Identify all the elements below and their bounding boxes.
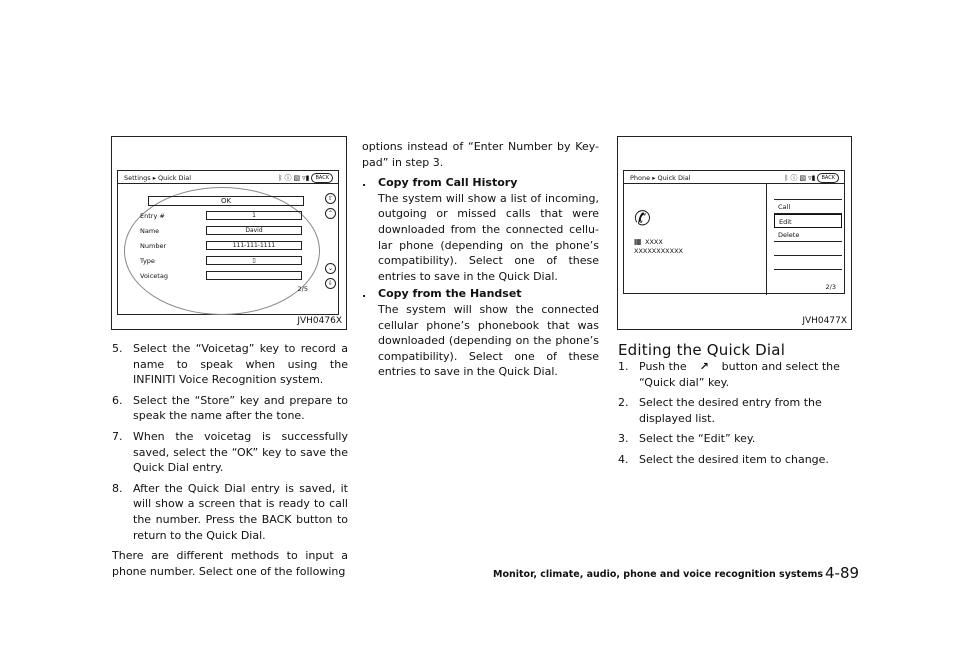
phone-handset-icon: ✆ xyxy=(634,206,651,230)
empty-menu-item xyxy=(774,242,842,256)
row-label-number: Number xyxy=(140,242,167,250)
scroll-top-button[interactable]: ⇧ xyxy=(325,193,336,204)
phone-button-icon: ↗ xyxy=(699,360,709,373)
ok-button[interactable]: OK xyxy=(148,196,304,206)
step-2: 2. Select the desired entry from the displayed list. xyxy=(618,396,822,425)
figure-code: JVH0477X xyxy=(802,316,847,326)
signal-icon: ▿▮ xyxy=(808,174,816,182)
info-icon: ⓘ xyxy=(790,174,798,182)
bullet-handset-body: The system will show the connected cellular phone’s phonebook that was downloaded (depending on the phone’s compatibility). Select one of these entries to save in the Quick Dial. xyxy=(378,302,599,379)
middle-column xyxy=(362,139,599,382)
left-paragraph: There are different methods to input a phone number. Select one of the following xyxy=(112,549,348,578)
bluetooth-icon: ᛒ xyxy=(784,174,789,182)
figure-settings-quick-dial xyxy=(111,136,347,330)
scroll-up-button[interactable]: ⌃ xyxy=(325,208,336,219)
battery-icon: ▧ xyxy=(799,174,807,182)
row-label-type: Type xyxy=(140,257,155,265)
contact-panel xyxy=(624,184,767,295)
name-field[interactable]: David xyxy=(206,226,302,235)
back-button[interactable]: BACK xyxy=(311,173,333,183)
figure-code: JVH0476X xyxy=(297,316,342,326)
info-icon: ⓘ xyxy=(284,174,292,182)
middle-intro: options instead of “Enter Number by Key-pad” in step 3. xyxy=(362,140,599,169)
contact-type-icon: ▦ xyxy=(634,237,642,246)
screen-header xyxy=(118,171,338,184)
battery-icon: ▧ xyxy=(293,174,301,182)
call-menu-item[interactable]: Call xyxy=(774,200,842,214)
back-button[interactable]: BACK xyxy=(817,173,839,183)
voicetag-field[interactable] xyxy=(206,271,302,280)
screen-frame-arc xyxy=(124,187,320,315)
left-column xyxy=(112,341,348,579)
section-heading: Editing the Quick Dial xyxy=(618,341,786,359)
screen-title: Phone ▸ Quick Dial xyxy=(630,174,691,182)
screen-phone-quick-dial xyxy=(623,170,845,294)
edit-menu-item[interactable]: Edit xyxy=(774,214,842,228)
type-field[interactable] xyxy=(206,256,302,265)
step-3: 3. Select the “Edit” key. xyxy=(618,432,756,446)
signal-icon: ▿▮ xyxy=(302,174,310,182)
step-5: 5. Select the “Voicetag” key to record a name to speak when using the INFINITI Voice Recognition system. xyxy=(112,342,348,387)
row-label-name: Name xyxy=(140,227,160,235)
screen-header xyxy=(624,171,844,184)
footer-section-title: Monitor, climate, audio, phone and voice recognition systems xyxy=(493,569,824,580)
bullet-handset-title: . Copy from the Handset xyxy=(362,287,522,301)
pager: 2/5 xyxy=(297,285,308,293)
status-icons xyxy=(784,173,839,183)
bullet-call-history-title: . Copy from Call History xyxy=(362,176,518,190)
step-4: 4. Select the desired item to change. xyxy=(618,452,829,466)
row-label-entry: Entry # xyxy=(140,212,165,220)
entry-number-field[interactable]: 1 xyxy=(206,211,302,220)
bullet-call-history-body: The system will show a list of incoming, outgoing or missed calls that were downloaded from the connected cellu-lar phone (depending on the phone’s compatibility). Select one of these entries to save in the Quick Dial. xyxy=(378,191,599,283)
status-icons xyxy=(278,173,333,183)
step-7: 7. When the voicetag is successfully saved, select the “OK” key to save the Quick Dial entry. xyxy=(112,429,348,475)
phone-type-icon: ▯ xyxy=(252,257,256,264)
delete-menu-item[interactable]: Delete xyxy=(774,228,842,242)
bluetooth-icon: ᛒ xyxy=(278,174,283,182)
figure-phone-quick-dial xyxy=(617,136,852,330)
screen-settings-quick-dial xyxy=(117,170,339,315)
scroll-bottom-button[interactable]: ⇩ xyxy=(325,278,336,289)
pager: 2/3 xyxy=(825,283,836,291)
contact-number: XXXXXXXXXXX xyxy=(634,247,683,255)
empty-menu-item xyxy=(774,256,842,270)
screen-title: Settings ▸ Quick Dial xyxy=(124,174,192,182)
step-1: 1. Push the ↗ button and select the “Quick dial” key. xyxy=(618,360,840,389)
page-number: 4-89 xyxy=(825,564,860,582)
right-column xyxy=(618,359,854,473)
step-8: 8. After the Quick Dial entry is saved, it will show a screen that is ready to call the number. Press the BACK button to return to the Quick Dial. xyxy=(112,481,348,542)
contact-name: XXXX xyxy=(645,238,663,246)
row-label-voicetag: Voicetag xyxy=(140,272,168,280)
action-menu xyxy=(774,199,842,269)
number-field[interactable]: 111-111-1111 xyxy=(206,241,302,250)
scroll-down-button[interactable]: ⌄ xyxy=(325,263,336,274)
step-6: 6. Select the “Store” key and prepare to speak the name after the tone. xyxy=(112,393,348,423)
